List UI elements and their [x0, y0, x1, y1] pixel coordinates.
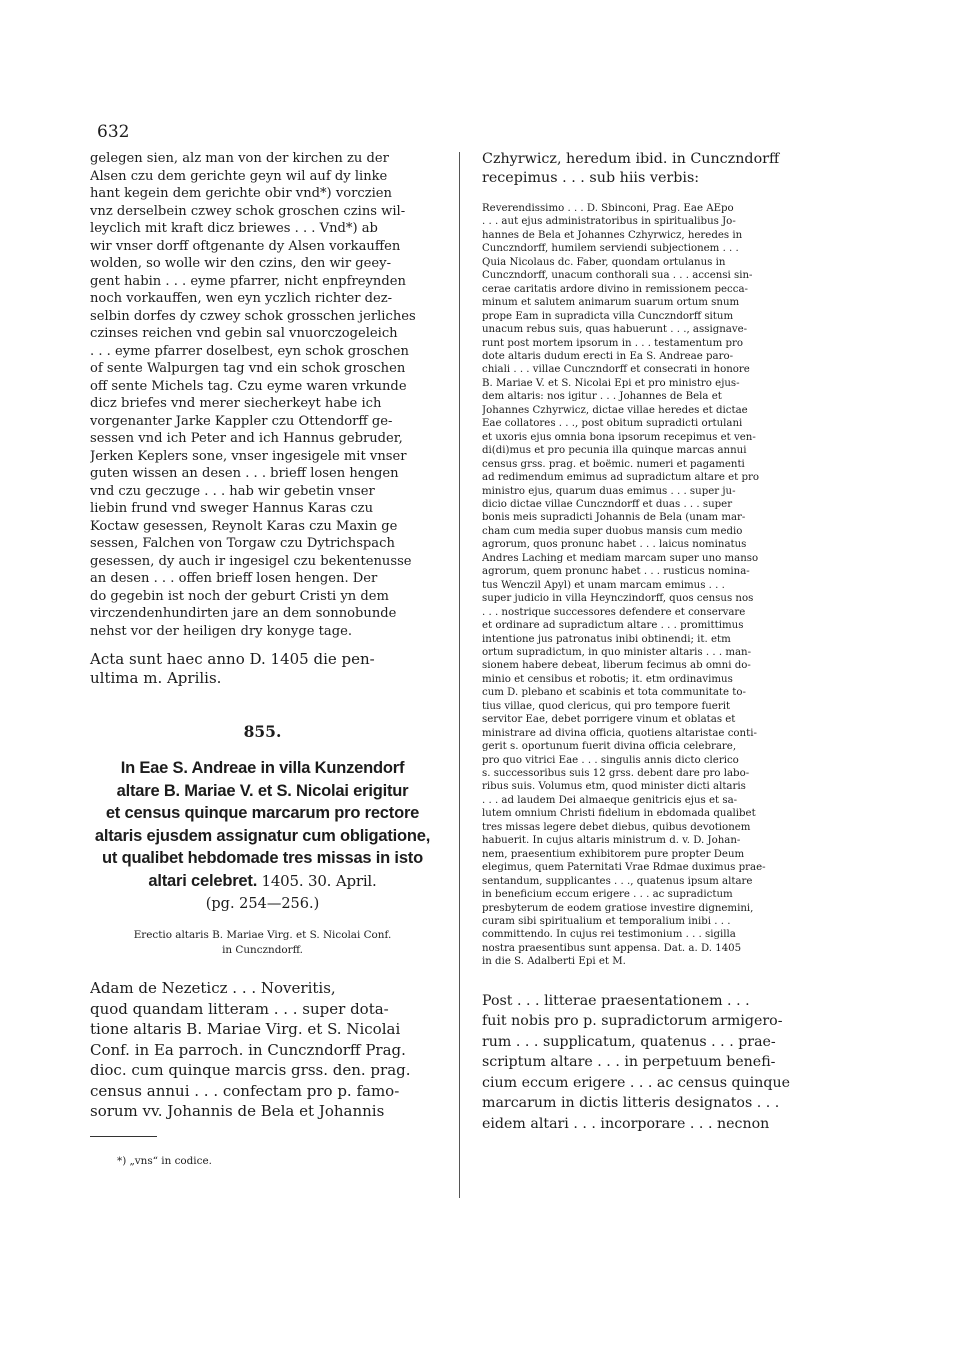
small-text-line: s. successoribus suis 12 grss. debent dare pro labo- — [482, 768, 750, 780]
small-text-line: minio et censibus et robotis; it. etm ordinavimus — [482, 673, 733, 685]
text-line: tione altaris B. Mariae Virg. et S. Nicolai — [90, 1020, 401, 1038]
text-line: vorgenanter Jarke Kappler czu Ottendorff ge- — [90, 413, 393, 429]
small-text-line: ministrare ad divina officia, quotiens altaristae conti- — [482, 727, 757, 739]
small-text-line: curam sibi spiritualium et temporalium inibi . . . — [482, 916, 731, 928]
text-line: Post . . . litterae praesentationem . . . — [482, 992, 750, 1009]
small-text-line: Quia Nicolaus dc. Faber, quondam ortulanus in — [482, 256, 726, 268]
rubric-date: 1405. 30. April. — [261, 871, 377, 890]
small-text-line: runt post mortem ipsorum in . . . testamentum pro — [482, 337, 744, 349]
german-charter-text — [90, 150, 435, 640]
text-line: Adam de Nezeticz . . . Noveritis, — [90, 979, 336, 997]
latin-text-left — [90, 978, 435, 1122]
small-text-line: tius villae, quod clericus, qui pro tempore fuerit — [482, 700, 731, 712]
latin-text-right-bottom — [482, 991, 802, 1135]
text-line: do gegebin ist noch der geburt Cristi yn dem — [90, 588, 389, 604]
small-text-line: et uxoris ejus omnia bona ipsorum recepimus et ven- — [482, 431, 756, 443]
small-text-line: pro quo vitrici Eae . . . singulis annis dicto clerico — [482, 754, 739, 766]
text-line: of sente Walpurgen tag vnd ein schok groschen — [90, 361, 406, 376]
small-text-line: servitor Eae, debet porrigere vinum et oblatas et — [482, 714, 736, 726]
small-text-line: agrorum, quos pronunc habet . . . laicus nominatus — [482, 539, 747, 551]
text-line: scriptum altare . . . in perpetuum benefi- — [482, 1054, 776, 1071]
text-line: hant kegein dem gerichte obir vnd*) vorczien — [90, 186, 392, 201]
embedded-letter-text — [482, 202, 802, 969]
small-text-line: nostra praesentibus sunt appensa. Dat. a. D. 1405 — [482, 942, 742, 954]
small-text-line: gerit s. oportunum fuerit divina officia celebrare, — [482, 741, 737, 753]
rubric-line: altaris ejusdem assignatur cum obligatione, — [94, 826, 431, 845]
small-text-line: in beneficium eccum erigere . . . ac supradictum — [482, 889, 733, 901]
text-line: noch vorkauffen, wen eyn yczlich richter dez- — [90, 291, 393, 306]
text-line: guten wissen an desen . . . brieff losen hengen — [90, 466, 399, 481]
rubric-line: altare B. Mariae V. et S. Nicolai erigitur — [116, 781, 409, 800]
text-line: census annui . . . confectam pro p. famo- — [90, 1081, 400, 1100]
small-text-line: Andres Laching et mediam marcam super uno manso — [482, 552, 759, 564]
footnote-rule — [90, 1136, 157, 1137]
right-column — [482, 150, 802, 1134]
small-text-line: chiali . . . villae Cunczndorff et consecrati in honore — [482, 364, 750, 376]
document-number: 855. — [243, 722, 282, 741]
footnote: *) „vns“ in codice. — [117, 1154, 212, 1167]
text-line: wir vnser dorff oftgenante dy Alsen vorkauffen — [90, 238, 401, 254]
text-line: recepimus . . . sub hiis verbis: — [482, 170, 700, 186]
small-text-line: prope Eam in supradicta villa Cunczndorff situm — [482, 310, 734, 322]
small-text-line: ortum supradictum, in quo minister altaris . . . man- — [482, 646, 752, 658]
text-line: liebin frund vnd sweger Hannus Karas czu — [90, 501, 374, 516]
text-line: sorum vv. Johannis de Bela et Johannis — [90, 1102, 385, 1120]
column-divider — [459, 152, 460, 1198]
text-line: leyclich mit kraft dicz briewes . . . Vnd*) ab — [90, 221, 378, 236]
text-line: nehst vor der heiligen dry konyge tage. — [90, 623, 352, 639]
small-text-line: . . . nostrique successores defendere et conservare — [482, 606, 746, 618]
small-text-line: . . . ad laudem Dei almaeque genitricis ejus et sa- — [482, 794, 738, 806]
small-text-line: sentandum, supplicantes . . ., quatenus ipsum altare — [482, 875, 753, 887]
small-text-line: habuerit. In cujus altaris ministrum d. v. D. Johan- — [482, 835, 741, 847]
small-text-line: Reverendissimo . . . D. Sbinconi, Prag. Eae AEpo — [482, 203, 734, 214]
left-column — [90, 150, 435, 1167]
small-text-line: Cunczndorff, humilem serviendi subjectionem . . . — [482, 243, 739, 255]
text-line: dicz briefes vnd merer siecherkeyt habe ich — [90, 396, 382, 411]
text-line: marcarum in dictis litteris designatos . . . — [482, 1095, 780, 1112]
text-line: czinses reichen vnd gebin sal vnuorczogeleich — [90, 326, 398, 341]
text-line: dioc. cum quinque marcis grss. den. prag. — [90, 1061, 411, 1079]
small-text-line: unacum rebus suis, quas habuerunt . . ., assignave- — [482, 324, 748, 336]
small-text-line: intentione jus patronatus inibi obtinendi; it. etm — [482, 633, 731, 645]
text-line: Koctaw gesessen, Reynolt Karas czu Maxin ge — [90, 518, 398, 534]
small-text-line: dote altaris dudum erecti in Ea S. Andreae paro- — [482, 350, 734, 362]
small-text-line: hannes de Bela et Johannes Czhyrwicz, heredes in — [482, 229, 743, 241]
text-line: gent habin . . . eyme pfarrer, nicht enpfreynden — [90, 273, 406, 289]
text-line: gesessen, dy auch ir ingesigel czu bekentenusse — [90, 553, 412, 569]
text-line: Jerken Keplers sone, vnser ingesigele mit vnser — [90, 448, 407, 464]
small-text-line: tus Wenczil Apyl) et unam marcam emimus . . . — [482, 579, 725, 591]
small-text-line: lutem omnium Christi fidelium in ebdomada qualibet — [482, 808, 756, 820]
text-line: eidem altari . . . incorporare . . . necnon — [482, 1115, 770, 1132]
small-text-line: et ordinare ad supradictum altare . . . promittimus — [482, 620, 744, 632]
small-text-line: tres missas legere debet diebus, quibus devotionem — [482, 821, 751, 833]
small-text-line: in die S. Adalberti Epi et M. — [482, 956, 626, 968]
small-text-line: ribus suis. Volumus etm, quod minister dicti altaris — [482, 781, 746, 793]
text-line: sessen, Falchen von Torgaw czu Dytrichspach — [90, 536, 395, 551]
text-line: Alsen czu dem gerichte geyn wil auf dy linke — [90, 168, 388, 184]
text-line: rum . . . supplicatum, quatenus . . . prae- — [482, 1033, 776, 1050]
small-text-line: cham cum media super duobus mansis cum medio — [482, 525, 743, 537]
small-text-line: census grss. prag. et boëmic. numeri et pagamenti — [482, 458, 745, 470]
small-text-line: minum et salutem animarum suarum ortum snum — [482, 297, 740, 309]
text-line: selbin dorfes dy czwey schok grosschen jerliches — [90, 308, 416, 324]
text-line: virczendenhundirten jare an dem sonnobunde — [90, 606, 397, 621]
text-line: quod quandam litteram . . . super dota- — [90, 999, 389, 1018]
text-line: an desen . . . offen brieff losen hengen. Der — [90, 571, 378, 586]
small-text-line: B. Mariae V. et S. Nicolai Epi et pro ministro ejus- — [482, 377, 740, 389]
text-line: vnz derselbein czwey schok groschen czins wil- — [90, 203, 406, 219]
document-rubric — [90, 757, 435, 892]
text-line: fuit nobis pro p. supradictorum armigero- — [482, 1013, 783, 1030]
latin-text-right-top — [482, 150, 802, 188]
small-text-line: bonis meis supradicti Johannis de Bela (unam mar- — [482, 512, 746, 524]
small-text-line: super judicio in villa Heynczindorff, quos census nos — [482, 593, 754, 605]
text-line: Czhyrwicz, heredum ibid. in Cunczndorff — [482, 151, 780, 167]
erectio-line: in Cunczndorff. — [222, 944, 303, 956]
text-line: . . . eyme pfarrer doselbest, eyn schok groschen — [90, 343, 409, 359]
small-text-line: . . . aut ejus administratoribus in spiritualibus Jo- — [482, 216, 736, 228]
small-text-line: Eae collatores . . ., post obitum supradicti ortulani — [482, 418, 743, 430]
small-text-line: nem, praesentium exhibitorem pure propter Deum — [482, 848, 745, 860]
rubric-line: et census quinque marcarum pro rectore — [105, 804, 420, 822]
small-text-line: elegimus, quem Paternitati Vrae Rdmae duximus prae- — [482, 862, 766, 874]
page-number: 632 — [97, 122, 130, 142]
acta-line: Acta sunt haec anno D. 1405 die pen- — [90, 650, 375, 668]
small-text-line: ministro ejus, quarum duas emimus . . . super ju- — [482, 485, 736, 497]
small-text-line: dem altaris: nos igitur . . . Johannes de Bela et — [482, 391, 722, 403]
small-text-line: cum D. plebano et scabinis et tota communitate to- — [482, 687, 746, 699]
text-line: Conf. in Ea parroch. in Cunczndorff Prag. — [90, 1040, 406, 1059]
small-text-line: ad redimendum emimus ad supradictum altare et pro — [482, 472, 760, 484]
text-line: cium eccum erigere . . . ac census quinque — [482, 1074, 791, 1091]
page-reference: (pg. 254—256.) — [205, 896, 320, 912]
text-line: gelegen sien, alz man von der kirchen zu der — [90, 151, 389, 166]
text-line: vnd czu geczuge . . . hab wir gebetin vnser — [90, 483, 375, 499]
small-text-line: di(di)mus et pro pecunia illa quinque marcas annui — [482, 445, 747, 457]
acta-line: ultima m. Aprilis. — [90, 669, 222, 687]
small-text-line: Johannes Czhyrwicz, dictae villae heredes et dictae — [482, 404, 748, 416]
small-text-line: agrorum, quem pronunc habet . . . rusticus nomina- — [482, 566, 750, 578]
erectio-line: Erectio altaris B. Mariae Virg. et S. Nicolai Conf. — [133, 929, 392, 941]
small-text-line: presbyterum de eodem gratiose investire dignemini, — [482, 902, 754, 914]
small-text-line: sionem habere debeat, liberum fecimus ab omni do- — [482, 660, 751, 672]
rubric-line: ut qualibet hebdomade tres missas in isto — [102, 849, 423, 867]
acta-dating-line — [90, 650, 435, 688]
erectio-heading — [90, 928, 435, 958]
text-line: wolden, so wolle wir den czins, den wir geey- — [90, 256, 391, 271]
small-text-line: cerae caritatis ardore divino in remissionem pecca- — [482, 283, 748, 295]
rubric-last-line: altari celebret. — [148, 871, 258, 890]
small-text-line: committendo. In cujus rei testimonium . . . sigilla — [482, 929, 736, 941]
text-line: sessen vnd ich Peter and ich Hannus gebruder, — [90, 431, 403, 446]
text-line: off sente Michels tag. Czu eyme waren vrkunde — [90, 378, 407, 394]
small-text-line: dicio dictae villae Cunczndorff et duas . . . super — [482, 498, 733, 510]
small-text-line: Cunczndorff, unacum conthorali sua . . . accensi sin- — [482, 270, 753, 282]
rubric-line: In Eae S. Andreae in villa Kunzendorf — [120, 759, 405, 777]
